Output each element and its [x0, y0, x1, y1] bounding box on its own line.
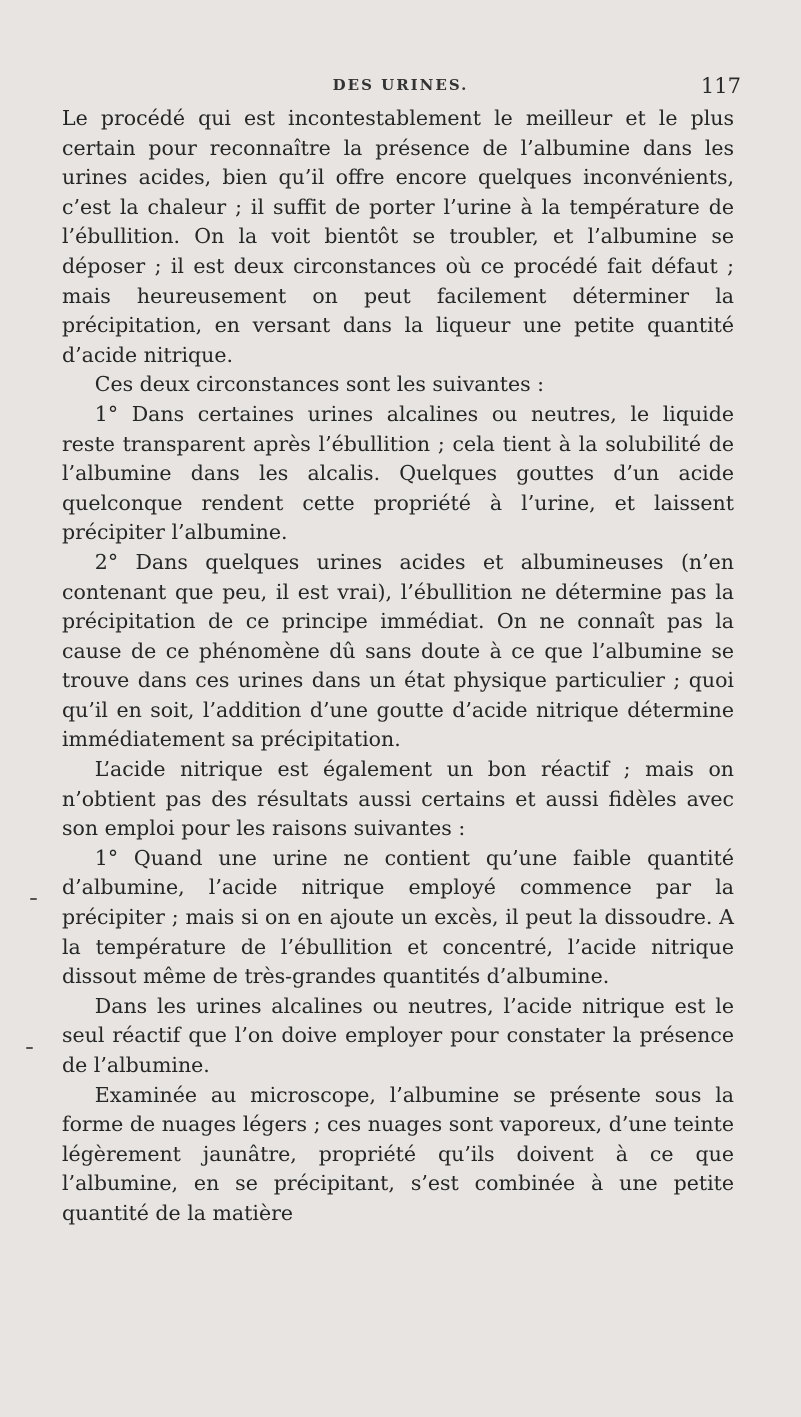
- paragraph-alkaline-urines: Dans les urines alcalines ou neutres, l’acide nitrique est le seul réactif que l’on doive employer pour constater la présence de l’albumine.: [62, 993, 734, 1077]
- margin-mark: [26, 1047, 33, 1049]
- paragraph-microscope: Examinée au microscope, l’albumine se présente sous la forme de nuages légers ; ces nuages sont vaporeux, d’une teinte légèrement jaunâtre, propriété qu’ils doivent à ce que l’albumine, en se précipitant, s’est combinée à une petite quantité de la matière: [62, 1082, 734, 1225]
- paragraph-nitric-reason-1: 1° Quand une urine ne contient qu’une faible quantité d’albumine, l’acide nitrique employé commence par la précipiter ; mais si on en ajoute un excès, il peut la dissoudre. A la température de l’ébullition et concentré, l’acide nitrique dissout même de très-grandes quantités d’albumine.: [62, 845, 734, 989]
- running-title: DES URINES.: [332, 76, 469, 94]
- paragraph-circumstance-2: 2° Dans quelques urines acides et albumineuses (n’en contenant que peu, il est vrai), l’ébullition ne détermine pas la précipitation de ce principe immédiat. On ne connaît pas la cause de ce phénomène dû sans doute à ce que l’albumine se trouve dans ces urines dans un état physique particulier ; quoi qu’il en soit, l’addition d’une goutte d’acide nitrique détermine immédiatement sa précipitation.: [62, 549, 734, 752]
- paragraph-circumstance-1: 1° Dans certaines urines alcalines ou neutres, le liquide reste transparent après l’ébullition ; cela tient à la solubilité de l’albumine dans les alcalis. Quelques gouttes d’un acide quelconque rendent cette propriété à l’urine, et laissent précipiter l’albumine.: [62, 401, 734, 545]
- page-number: 117: [700, 74, 741, 98]
- running-head: [0, 74, 801, 98]
- paragraph-nitric-acid: L’acide nitrique est également un bon réactif ; mais on n’obtient pas des résultats aussi certains et aussi fidèles avec son emploi pour les raisons suivantes :: [62, 757, 734, 841]
- paragraph-heat-method: Le procédé qui est incontestablement le meilleur et le plus certain pour reconnaître la présence de l’albumine dans les urines acides, bien qu’il offre encore quelques inconvénients, c’est la chaleur ; il suffit de porter l’urine à la température de l’ébullition. On la voit bientôt se troubler, et l’albumine se déposer ; il est deux circonstances où ce procédé fait défaut ; mais heureusement on peut facilement déterminer la précipitation, en versant dans la liqueur une petite quantité d’acide nitrique.: [62, 106, 734, 367]
- paragraph-circumstances-intro: Ces deux circonstances sont les suivantes :: [94, 372, 545, 397]
- body-text: [62, 104, 734, 1229]
- margin-mark: [30, 898, 37, 900]
